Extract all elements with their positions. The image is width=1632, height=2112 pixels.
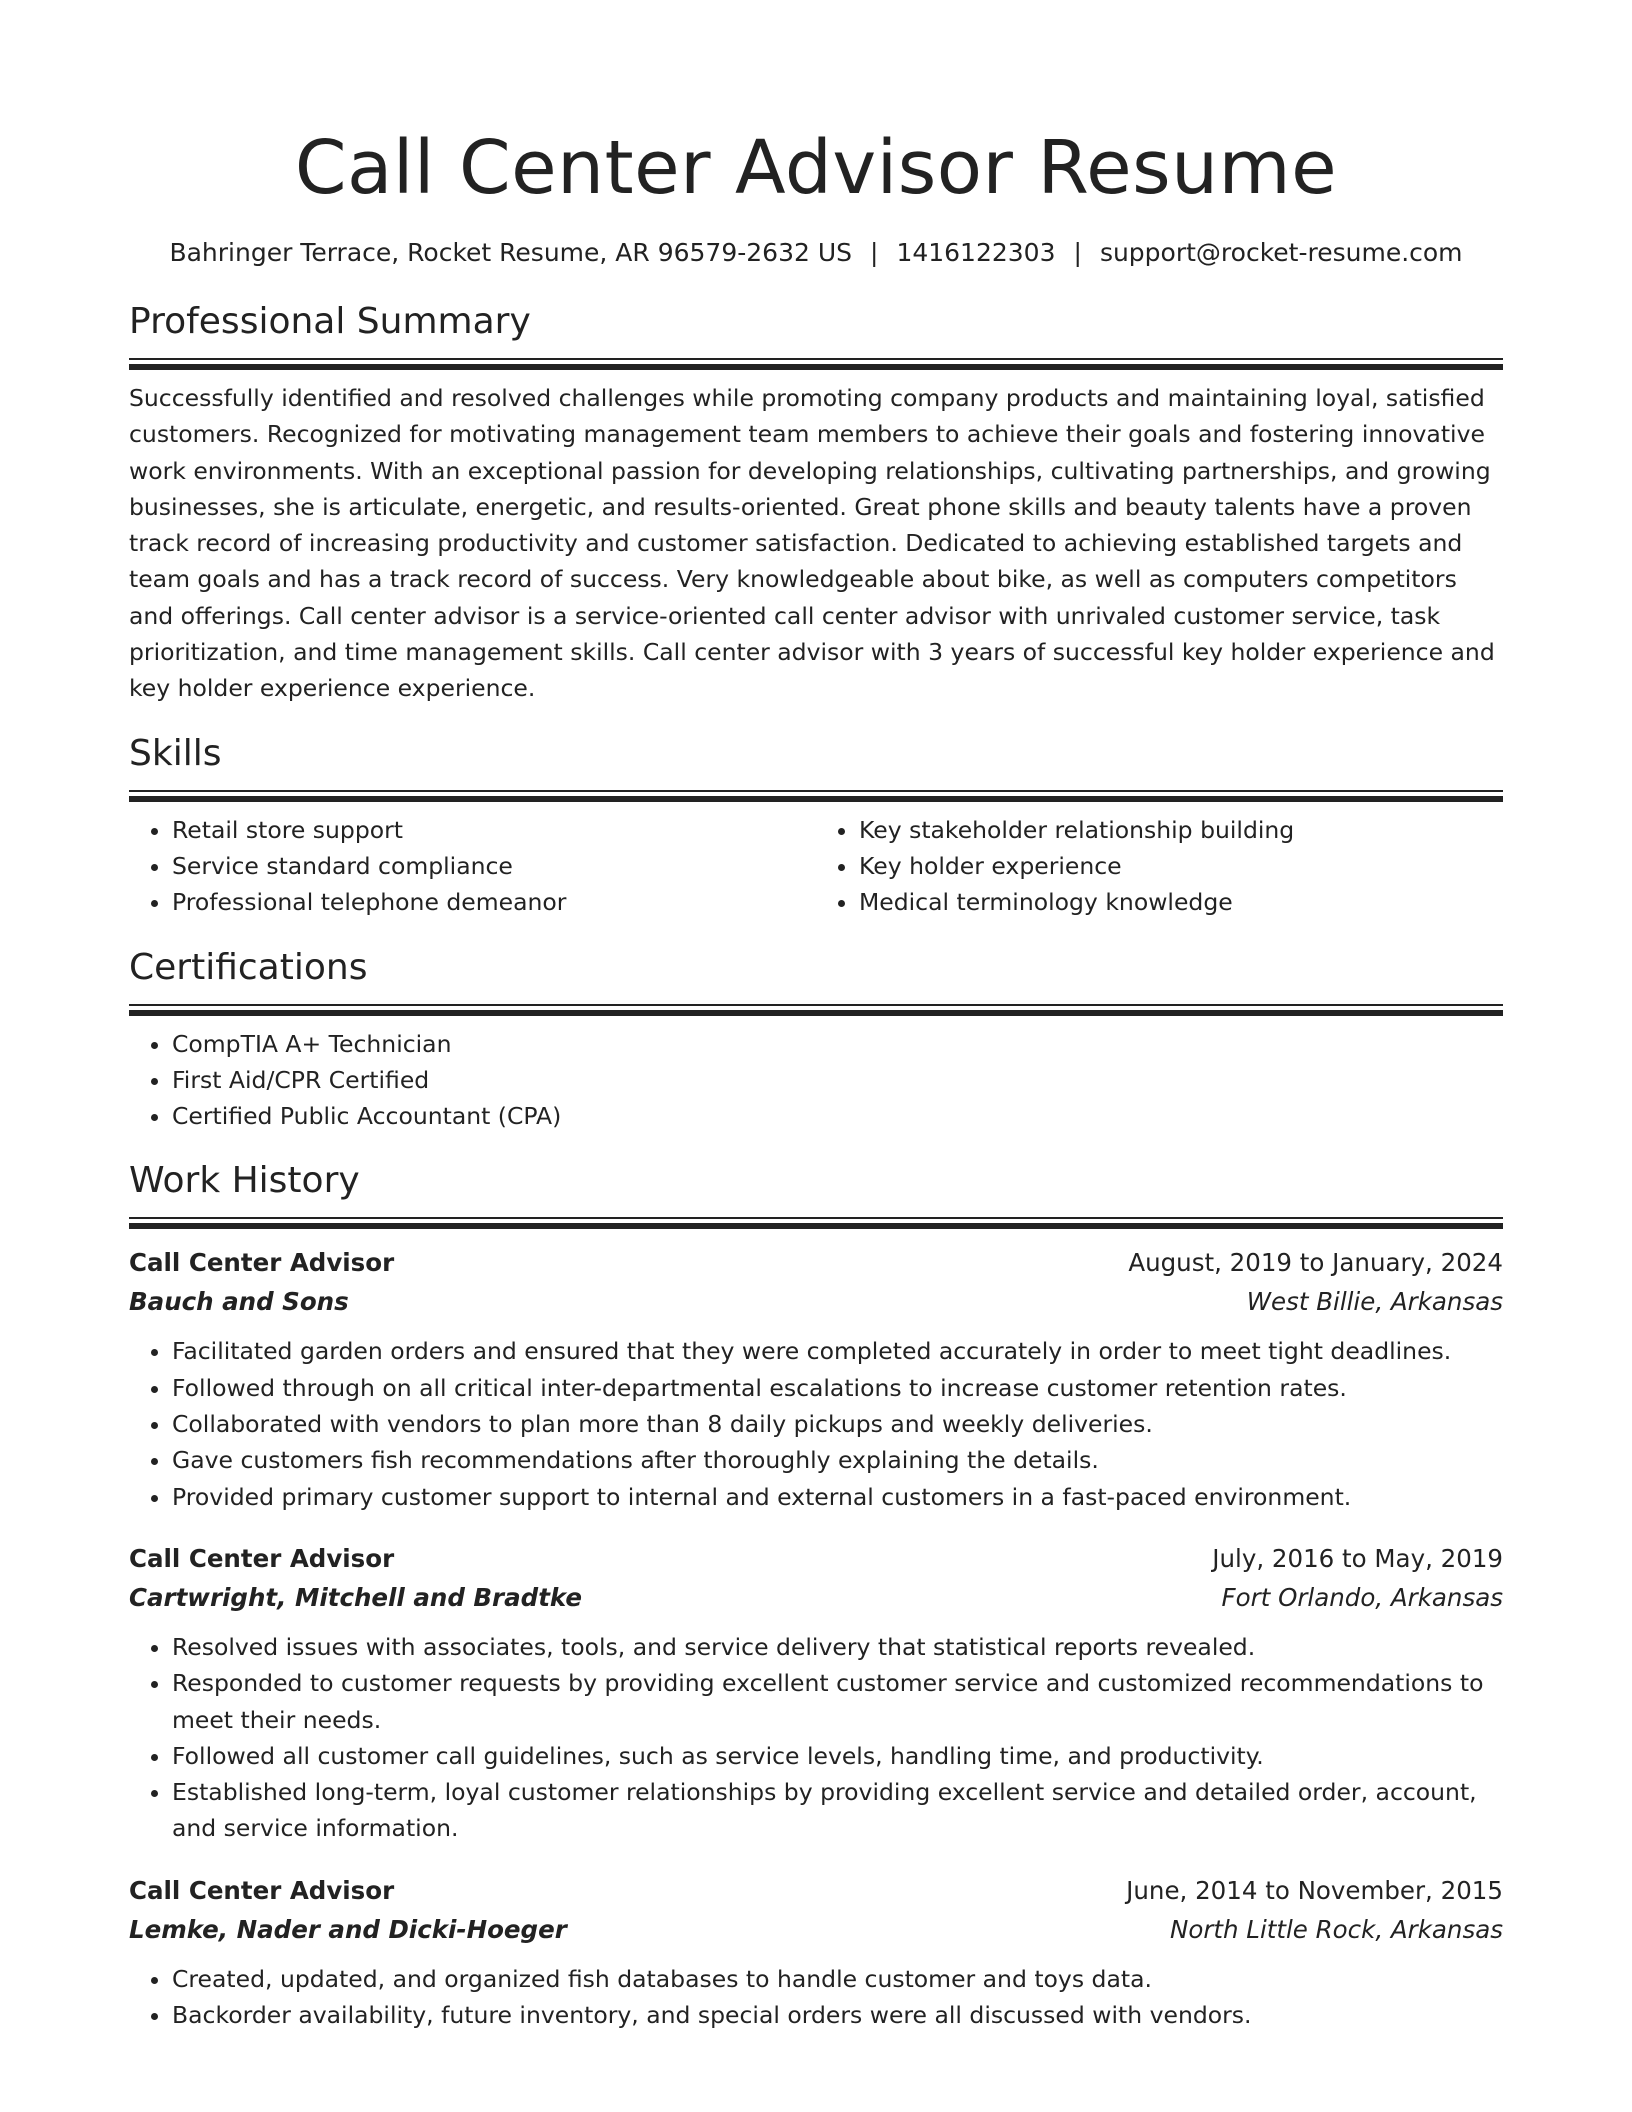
work-history-heading: Work History (129, 1160, 360, 1202)
job-bullet: • Gave customers fish recommendations after thoroughly explaining the details. (172, 1442, 1503, 1478)
job-bullet: • Created, updated, and organized fish databases to handle customer and toys data. (172, 1961, 1503, 1997)
skills-grid (129, 812, 1503, 921)
job-title: Call Center Advisor (129, 1248, 395, 1278)
certification-item: • First Aid/CPR Certified (172, 1062, 1503, 1098)
job-company: Bauch and Sons (129, 1287, 349, 1317)
skill-item: • Key stakeholder relationship building (859, 812, 1503, 848)
skill-item: • Service standard compliance (172, 848, 816, 884)
job-bullet: • Established long-term, loyal customer relationships by providing excellent service and detailed order, account, and service information. (172, 1774, 1503, 1847)
contact-phone: 1416122303 (896, 238, 1056, 267)
job-bullets (129, 1961, 1503, 2034)
job-dates: July, 2016 to May, 2019 (1212, 1543, 1503, 1573)
skills-column-right (816, 812, 1503, 921)
contact-line (129, 236, 1503, 270)
certification-item: • Certified Public Accountant (CPA) (172, 1098, 1503, 1134)
skills-section (129, 732, 1503, 921)
job-header (129, 1871, 1503, 1910)
job-dates: June, 2014 to November, 2015 (1126, 1875, 1503, 1905)
certification-item: • CompTIA A+ Technician (172, 1026, 1503, 1062)
work-history-section (129, 1159, 1503, 2033)
job-bullet: • Collaborated with vendors to plan more than 8 daily pickups and weekly deliveries. (172, 1406, 1503, 1442)
job-entry (129, 1871, 1503, 2034)
job-bullets (129, 1629, 1503, 1847)
page-title: Call Center Advisor Resume (294, 125, 1338, 211)
section-divider (129, 1217, 1503, 1229)
skills-heading: Skills (129, 732, 222, 774)
job-subheader (129, 1910, 1503, 1949)
contact-separator: | (870, 238, 879, 267)
job-title: Call Center Advisor (129, 1543, 395, 1573)
skill-item: • Medical terminology knowledge (859, 884, 1503, 920)
section-divider (129, 1004, 1503, 1016)
job-entry (129, 1539, 1503, 1847)
job-entry (129, 1243, 1503, 1514)
contact-email: support@rocket-resume.com (1099, 238, 1463, 267)
job-company: Lemke, Nader and Dicki-Hoeger (129, 1914, 567, 1944)
certifications-heading: Certifications (129, 946, 368, 988)
skills-list-right (816, 812, 1503, 921)
job-bullet: • Followed through on all critical inter-departmental escalations to increase customer retention rates. (172, 1370, 1503, 1406)
skill-item: • Retail store support (172, 812, 816, 848)
job-bullet: • Resolved issues with associates, tools, and service delivery that statistical reports revealed. (172, 1629, 1503, 1665)
job-title: Call Center Advisor (129, 1875, 395, 1905)
summary-text: Successfully identified and resolved challenges while promoting company products and maintaining loyal, satisfied customers. Recognized for motivating management team members to achieve their goals and fostering innovative work environments. With an exceptional passion for developing relationships, cultivating partnerships, and growing businesses, she is articulate, energetic, and results-oriented. Great phone skills and beauty talents have a proven track record of increasing productivity and customer satisfaction. Dedicated to achieving established targets and team goals and has a track record of success. Very knowledgeable about bike, as well as computers competitors and offerings. Call center advisor is a service-oriented call center advisor with unrivaled customer service, task prioritization, and time management skills. Call center advisor with 3 years of successful key holder experience and key holder experience experience. (129, 384, 1495, 703)
section-divider (129, 790, 1503, 802)
job-company: Cartwright, Mitchell and Bradtke (129, 1582, 582, 1612)
job-bullets (129, 1333, 1503, 1514)
job-subheader (129, 1282, 1503, 1321)
job-bullet: • Backorder availability, future inventory, and special orders were all discussed with vendors. (172, 1997, 1503, 2033)
certifications-section (129, 946, 1503, 1135)
job-header (129, 1539, 1503, 1578)
skill-item: • Professional telephone demeanor (172, 884, 816, 920)
job-bullet: • Provided primary customer support to internal and external customers in a fast-paced environment. (172, 1479, 1503, 1515)
certifications-list (129, 1026, 1503, 1135)
skills-list-left (129, 812, 816, 921)
summary-section (129, 300, 1503, 707)
job-bullet: • Responded to customer requests by providing excellent customer service and customized recommendations to meet their needs. (172, 1665, 1503, 1738)
job-bullet: • Facilitated garden orders and ensured that they were completed accurately in order to meet tight deadlines. (172, 1333, 1503, 1369)
job-dates: August, 2019 to January, 2024 (1128, 1248, 1503, 1278)
job-location: West Billie, Arkansas (1246, 1287, 1503, 1317)
job-location: North Little Rock, Arkansas (1170, 1914, 1503, 1944)
section-divider (129, 358, 1503, 370)
job-location: Fort Orlando, Arkansas (1221, 1582, 1503, 1612)
summary-heading: Professional Summary (129, 301, 531, 342)
job-bullet: • Followed all customer call guidelines, such as service levels, handling time, and productivity. (172, 1738, 1503, 1774)
contact-address: Bahringer Terrace, Rocket Resume, AR 96579-2632 US (169, 238, 852, 267)
job-header (129, 1243, 1503, 1282)
skills-column-left (129, 812, 816, 921)
skill-item: • Key holder experience (859, 848, 1503, 884)
job-subheader (129, 1578, 1503, 1617)
contact-separator: | (1073, 238, 1082, 267)
